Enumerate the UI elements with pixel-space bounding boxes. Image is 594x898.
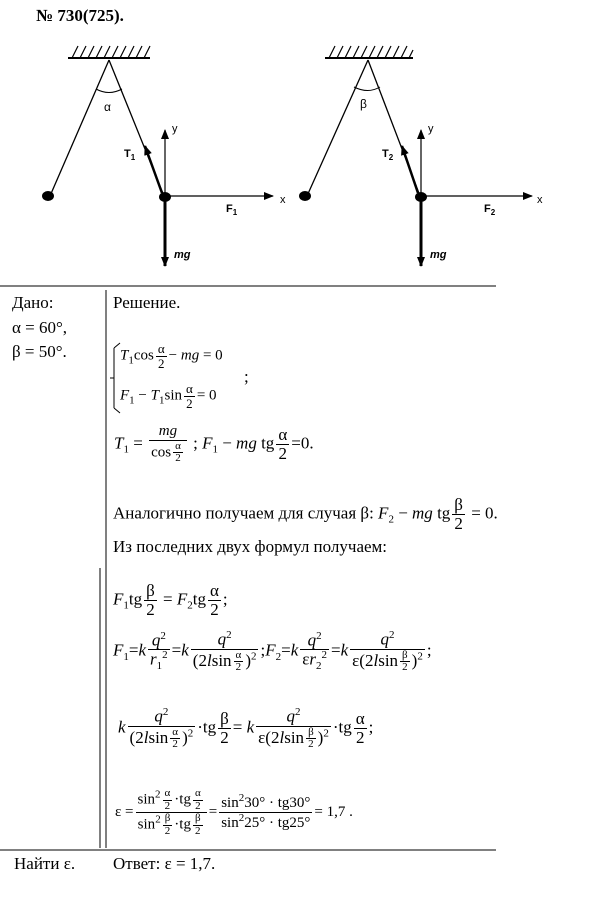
label-t1: $T_1$ [124, 148, 136, 163]
label-alpha: α [104, 100, 111, 114]
label-beta: β [360, 97, 367, 111]
equation-coulomb-forces: $F_1=k$ $\frac{q^2}{r_1^2}$ =k $q^2$ (2lsin $\frac{\alpha}{2}$ )$^2$ $;F_2=k$ $\frac{q^2}{\varepsilon r_2^2}$ =k $q^2$ ε(2lsin $\frac{\beta}{2}$ )$^2$ ; [113, 629, 432, 674]
solution-heading: Решение. [113, 293, 181, 312]
equation-system-line-2: $F_1 - T_1\sin$ $\frac{\alpha}{2}$ = 0 [120, 381, 217, 411]
label-mg-left: mg [174, 249, 191, 261]
label-f1: $F_1$ [226, 203, 238, 218]
answer-line: Ответ: ε = 1,7. [113, 854, 216, 873]
equation-force-ratio: $F_1tg$ $\frac{\beta}{2}$ = $F_2tg$ $\frac{\alpha}{2}$ ; [113, 581, 228, 619]
equation-epsilon-result: ε = $\sin^2$ $\frac{\alpha}{2}$ ·tg $\frac{\alpha}{2}$ $\sin^2$ $\frac{\beta}{2}$ ·tg $\frac{\beta}{2}$ = $\frac{\sin^230^\circ \cdot tg30^\circ}{\sin^225^\circ \cdot tg25^\circ}$ = 1,7 . [115, 787, 353, 837]
tension-vector-left [145, 146, 162, 193]
ball-left-a [42, 191, 54, 201]
ball-right-a [299, 191, 311, 201]
equation-substitution: k $q^2$ (2lsin $\frac{\alpha}{2}$ )$^2$ ·tg $\frac{\beta}{2}$ = k $q^2$ ε(2lsin $\frac{\beta}{2}$ )$^2$ ·tg $\frac{\alpha}{2}$ ; [118, 706, 374, 751]
equation-tension-and-force: $T_1$ = mg cos $\frac{\alpha}{2}$ ; $F_1$ − mg tg $\frac{\alpha}{2}$ =0. [114, 423, 314, 465]
left-pendulum-diagram [42, 46, 273, 266]
label-x-right: x [537, 194, 543, 206]
ceiling-hatch-right [329, 46, 413, 58]
left-string-left-ball [50, 60, 109, 196]
given-beta: β = 50°. [12, 342, 67, 361]
system-semicolon: ; [244, 367, 249, 386]
find-label: Найти ε. [14, 854, 76, 873]
label-y-right: y [428, 123, 434, 135]
ceiling-hatch-left [72, 46, 150, 58]
left-string-right-ball [307, 60, 368, 196]
label-mg-right: mg [430, 249, 447, 261]
equation-system-line-1: $T_1\cos$ $\frac{\alpha}{2}$ − mg = 0 [120, 341, 223, 371]
given-alpha: α = 60°, [12, 318, 68, 337]
tension-vector-right [402, 146, 418, 193]
angle-arc-alpha [96, 89, 122, 93]
label-y-left: y [172, 123, 178, 135]
right-pendulum-diagram [299, 46, 532, 266]
problem-number: № 730(725). [36, 6, 124, 25]
analog-case-line: Аналогично получаем для случая β: $F_2$ − mg tg $\frac{\beta}{2}$ = 0. [113, 495, 498, 533]
given-heading: Дано: [12, 293, 54, 312]
label-t2: $T_2$ [382, 148, 394, 163]
label-f2: $F_2$ [484, 203, 496, 218]
angle-arc-beta [354, 87, 380, 91]
from-last-formulas: Из последних двух формул получаем: [113, 537, 388, 556]
label-x-left: x [280, 194, 286, 206]
